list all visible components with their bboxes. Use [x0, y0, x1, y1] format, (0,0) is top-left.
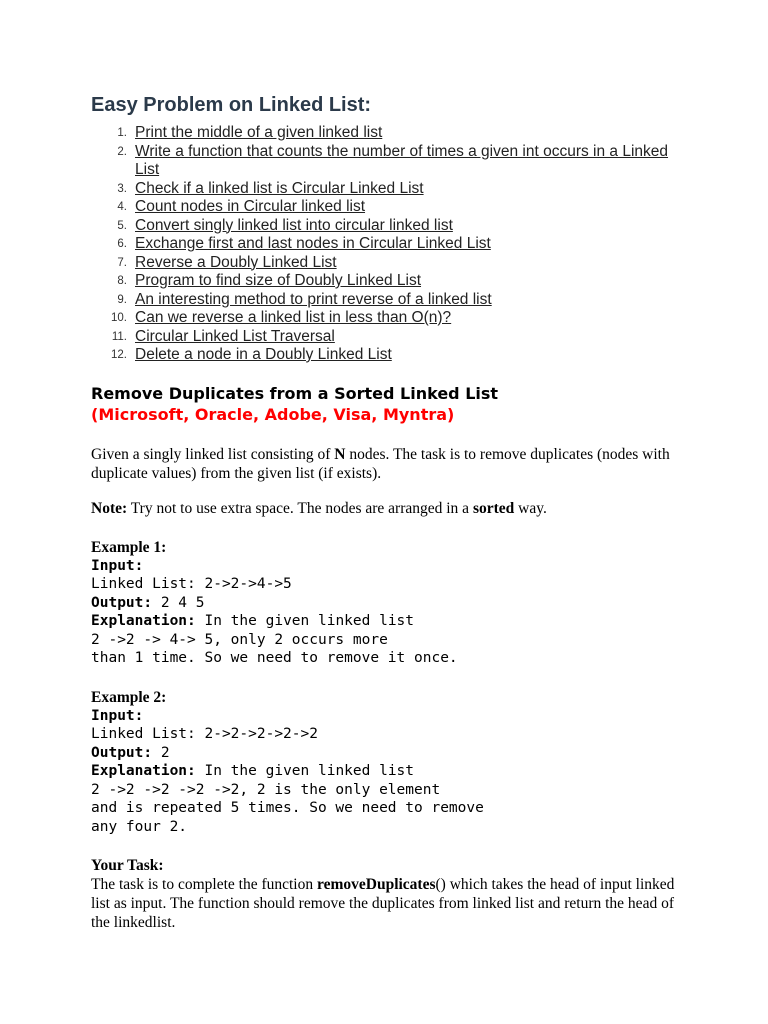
- input-value: Linked List: 2->2->2->2->2: [91, 726, 318, 742]
- note-text-rest: way.: [514, 499, 547, 517]
- explanation-label: Explanation:: [91, 763, 196, 779]
- note-bold-sorted: sorted: [472, 499, 515, 517]
- your-task-label: Your Task:: [91, 857, 164, 874]
- explanation-line: 2 ->2 ->2 ->2 ->2, 2 is the only element: [91, 781, 441, 798]
- explanation-line: 2 ->2 -> 4-> 5, only 2 occurs more: [91, 631, 388, 648]
- problem-link[interactable]: Circular Linked List Traversal: [135, 327, 335, 345]
- list-number: 10.: [111, 312, 127, 324]
- description-text: Given a singly linked list consisting of: [91, 445, 335, 463]
- problem-note: [91, 499, 691, 518]
- task-text: The task is to complete the function: [91, 876, 317, 893]
- your-task-text: [91, 875, 691, 932]
- explanation-line: [91, 762, 691, 781]
- output-label: Output:: [91, 744, 153, 761]
- problem-list: [91, 124, 691, 365]
- problem-title: Remove Duplicates from a Sorted Linked List: [91, 383, 499, 403]
- list-number: 2.: [117, 145, 127, 158]
- list-number: 4.: [117, 201, 127, 213]
- output-value: 2: [152, 744, 170, 761]
- problem-link[interactable]: Write a function that counts the number of times a given int occurs in a Linked List: [135, 142, 669, 178]
- input-value: Linked List: 2->2->4->5: [91, 576, 292, 592]
- list-number: 1.: [117, 127, 127, 139]
- example-block: [91, 538, 691, 668]
- task-function-name: removeDuplicates: [316, 876, 436, 893]
- your-task-section: [91, 856, 691, 932]
- page-title: Easy Problem on Linked List:: [91, 94, 372, 116]
- list-number: 7.: [117, 256, 127, 269]
- list-number: 5.: [117, 219, 127, 232]
- explanation-line: [91, 612, 691, 631]
- problem-link[interactable]: Convert singly linked list into circular linked list: [135, 216, 453, 234]
- list-item: [91, 291, 691, 310]
- list-item: [91, 143, 691, 180]
- note-label: Note:: [91, 499, 128, 517]
- list-item: [91, 124, 691, 143]
- example-label: Example 1:: [91, 538, 167, 556]
- problem-link[interactable]: Program to find size of Doubly Linked List: [135, 272, 422, 289]
- list-item: [91, 180, 691, 199]
- output-value: 2 4 5: [152, 594, 205, 611]
- list-number: 12.: [111, 349, 127, 361]
- problem-description: [91, 445, 691, 483]
- explanation-label: Explanation:: [91, 613, 196, 629]
- document-page: [91, 92, 691, 932]
- list-item: [91, 346, 691, 365]
- output-line: [91, 594, 691, 613]
- list-number: 3.: [117, 182, 127, 195]
- output-line: [91, 744, 691, 763]
- explanation-text: In the given linked list: [195, 763, 415, 779]
- list-item: [91, 198, 691, 217]
- list-item: [91, 254, 691, 273]
- explanation-line: than 1 time. So we need to remove it once.: [91, 650, 458, 666]
- list-number: 9.: [117, 293, 127, 306]
- problem-link[interactable]: Delete a node in a Doubly Linked List: [135, 346, 392, 363]
- note-text: Try not to use extra space. The nodes are arranged in a: [127, 499, 473, 517]
- problem-link[interactable]: Exchange first and last nodes in Circular Linked List: [135, 235, 491, 252]
- description-bold-n: N: [334, 445, 346, 463]
- list-item: [91, 217, 691, 236]
- list-item: [91, 272, 691, 291]
- list-number: 8.: [117, 275, 127, 287]
- description-text-rest: nodes. The task is to remove duplicates (nodes with duplicate values) from the given list (if exists).: [91, 445, 670, 482]
- problem-link[interactable]: Count nodes in Circular linked list: [135, 198, 366, 215]
- explanation-line: any four 2.: [91, 818, 188, 835]
- problem-link[interactable]: An interesting method to print reverse of a linked list: [135, 290, 492, 308]
- task-text-rest: () which takes the head of input linked list as input. The function should remove the duplicates from linked list and return the head of the linkedlist.: [91, 876, 675, 931]
- example-label: Example 2:: [91, 688, 167, 706]
- list-item: [91, 309, 691, 328]
- company-tags: (Microsoft, Oracle, Adobe, Visa, Myntra): [91, 404, 455, 424]
- list-number: 6.: [117, 238, 127, 250]
- list-number: 11.: [111, 330, 127, 343]
- list-item: [91, 328, 691, 347]
- explanation-line: and is repeated 5 times. So we need to remove: [91, 800, 484, 816]
- list-item: [91, 235, 691, 254]
- problem-link[interactable]: Check if a linked list is Circular Linked List: [135, 179, 424, 197]
- explanation-text: In the given linked list: [195, 613, 415, 629]
- problem-link[interactable]: Print the middle of a given linked list: [135, 124, 383, 141]
- input-label: Input:: [91, 707, 144, 724]
- examples-section: [91, 518, 691, 837]
- output-label: Output:: [91, 594, 153, 611]
- problem-link[interactable]: Can we reverse a linked list in less than O(n)?: [135, 309, 452, 326]
- input-label: Input:: [91, 557, 144, 574]
- example-block: [91, 688, 691, 837]
- problem-link[interactable]: Reverse a Doubly Linked List: [135, 253, 337, 271]
